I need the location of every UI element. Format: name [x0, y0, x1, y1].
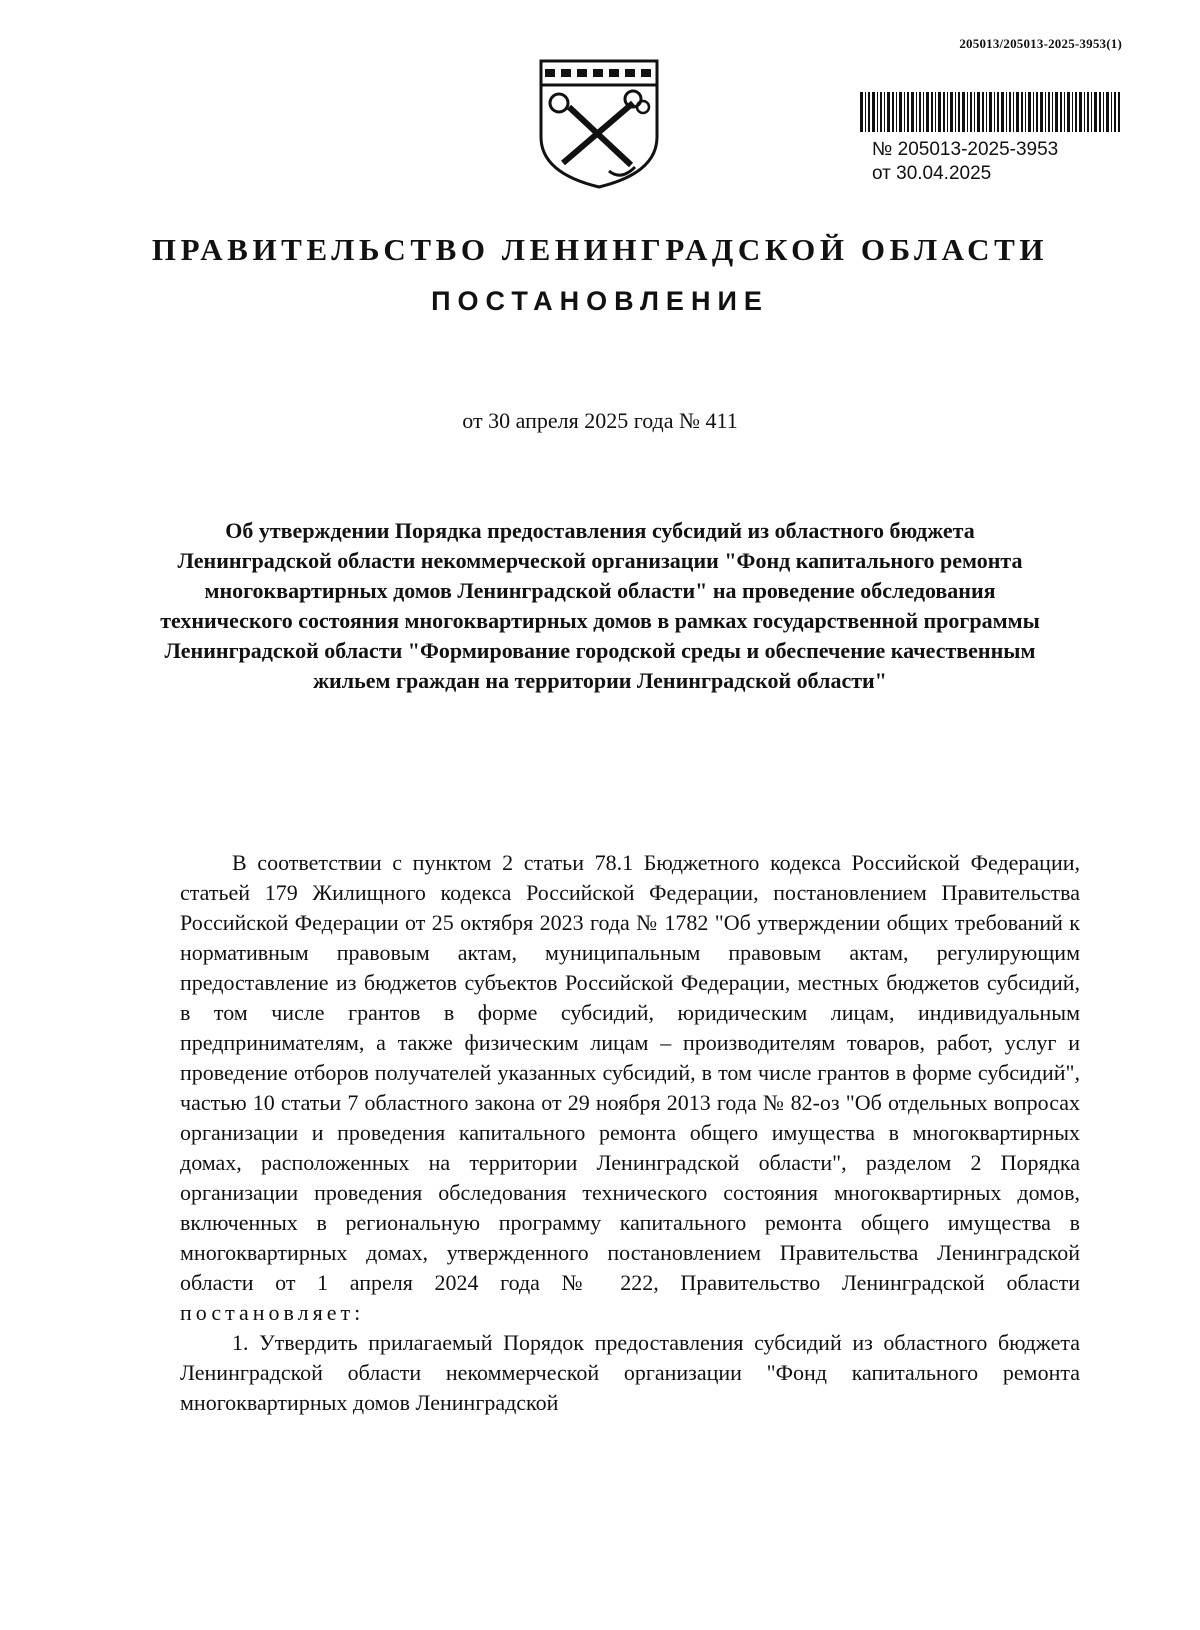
document-type: ПОСТАНОВЛЕНИЕ	[431, 286, 769, 316]
registration-date: от 30.04.2025	[872, 163, 992, 184]
document-subject: Об утверждении Порядка предоставления субсидий из областного бюджета Ленинградской области некоммерческой организации "Фонд капитального ремонта многоквартирных домов Ленинградской области" на проведение обследования технического состояния многоквартирных домов в рамках государственной программы Ленинградской области "Формирование городской среды и обеспечение качественным жильем граждан на территории Ленинградской области"	[160, 518, 1040, 693]
document-reference-code: 205013/205013-2025-3953(1)	[959, 36, 1122, 51]
item-1-paragraph: 1. Утвердить прилагаемый Порядок предоставления субсидий из областного бюджета Ленинградской области некоммерческой организации "Фонд капитального ремонта многоквартирных домов Ленинградской	[180, 1330, 1080, 1415]
document-date-number: от 30 апреля 2025 года № 411	[462, 408, 738, 433]
barcode-icon	[860, 92, 1120, 132]
government-title: ПРАВИТЕЛЬСТВО ЛЕНИНГРАДСКОЙ ОБЛАСТИ	[151, 232, 1049, 267]
document-body	[180, 848, 1080, 1418]
coat-of-arms-icon	[535, 55, 663, 190]
registration-block	[872, 138, 1058, 186]
preamble-text: В соответствии с пунктом 2 статьи 78.1 Бюджетного кодекса Российской Федерации, статьей 179 Жилищного кодекса Российской Федерации, постановлением Правительства Российской Федерации от 25 октября 2023 года № 1782 "Об утверждении общих требований к нормативным правовым актам, муниципальным правовым актам, регулирующим предоставление из бюджетов субъектов Российской Федерации, местных бюджетов субсидий, в том числе грантов в форме субсидий, юридическим лицам, индивидуальным предпринимателям, а также физическим лицам – производителям товаров, работ, услуг и проведение отборов получателей указанных субсидий, в том числе грантов в форме субсидий", частью 10 статьи 7 областного закона от 29 ноября 2013 года № 82-оз "Об отдельных вопросах организации и проведения капитального ремонта общего имущества в многоквартирных домах, расположенных на территории Ленинградской области", разделом 2 Порядка организации проведения обследования технического состояния многоквартирных домов, включенных в региональную программу капитального ремонта общего имущества в многоквартирных домах, утвержденного постановлением Правительства Ленинградской области от 1 апреля 2024 года № 222, Правительство Ленинградской области	[180, 850, 1080, 1295]
decree-word: постановляет:	[180, 1300, 365, 1325]
preamble-paragraph	[180, 848, 1080, 1328]
registration-number: № 205013-2025-3953	[872, 139, 1059, 160]
